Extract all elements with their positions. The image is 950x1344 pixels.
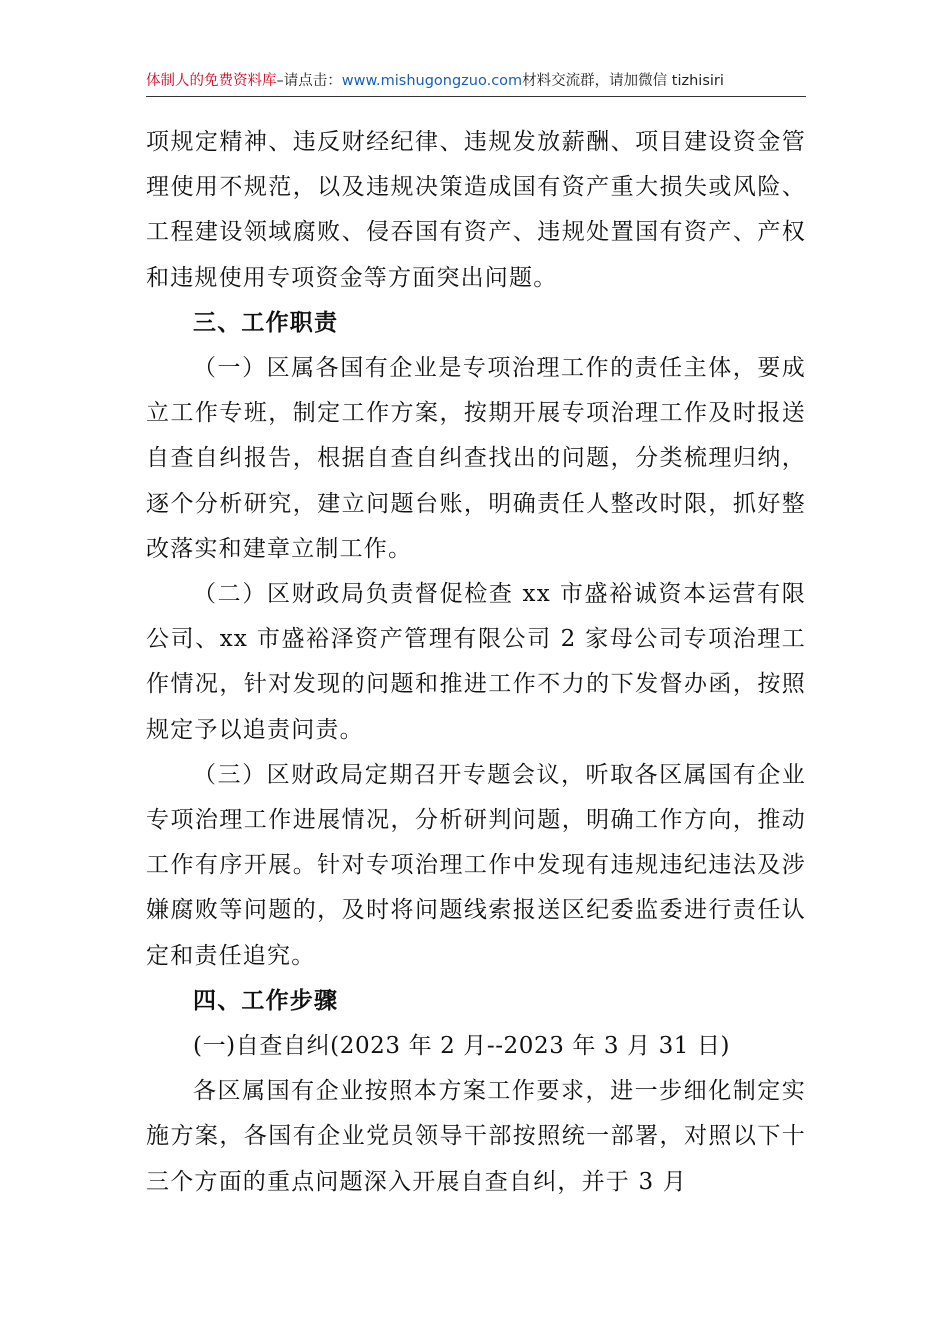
header-site-name: 体制人的免费资料库 — [146, 73, 277, 89]
section-3-paragraph-3: （三）区财政局定期召开专题会议，听取各区属国有企业专项治理工作进展情况，分析研判问题，明确工作方向，推动工作有序开展。针对专项治理工作中发现有违规违纪违法及涉嫌腐败等问题的，及时将问题线索报送区纪委监委进行责任认定和责任追究。 — [146, 761, 806, 969]
section-4-heading: 四、工作步骤 — [193, 987, 339, 1014]
section-3-heading: 三、工作职责 — [193, 309, 339, 336]
header-url-link[interactable]: www.mishugongzuo.com — [341, 73, 523, 89]
section-3-paragraph-2: （二）区财政局负责督促检查 xx 市盛裕诚资本运营有限公司、xx 市盛裕泽资产管理有限公司 2 家母公司专项治理工作情况，针对发现的问题和推进工作不力的下发督办函，按照规定予以追责问责。 — [146, 581, 806, 743]
section-4-paragraph-1: 各区属国有企业按照本方案工作要求，进一步细化制定实施方案，各国有企业党员领导干部按照统一部署，对照以下十三个方面的重点问题深入开展自查自纠，并于 3 月 — [146, 1078, 806, 1195]
document-body — [146, 120, 806, 1205]
section-4-subheading-1: (一)自查自纠(2023 年 2 月--2023 年 3 月 31 日) — [193, 1033, 731, 1060]
page-header — [146, 70, 806, 97]
section-3-paragraph-1: （一）区属各国有企业是专项治理工作的责任主体，要成立工作专班，制定工作方案，按期开展专项治理工作及时报送自查自纠报告，根据自查自纠查找出的问题，分类梳理归纳，逐个分析研究，建立问题台账，明确责任人整改时限，抓好整改落实和建章立制工作。 — [146, 355, 806, 562]
header-prompt: –请点击： — [276, 73, 342, 89]
header-tail: 材料交流群，请加微信 tizhisiri — [522, 73, 724, 89]
paragraph-continued: 项规定精神、违反财经纪律、违规发放薪酬、项目建设资金管理使用不规范，以及违规决策造成国有资产重大损失或风险、工程建设领域腐败、侵吞国有资产、违规处置国有资产、产权和违规使用专项资金等方面突出问题。 — [146, 129, 806, 291]
